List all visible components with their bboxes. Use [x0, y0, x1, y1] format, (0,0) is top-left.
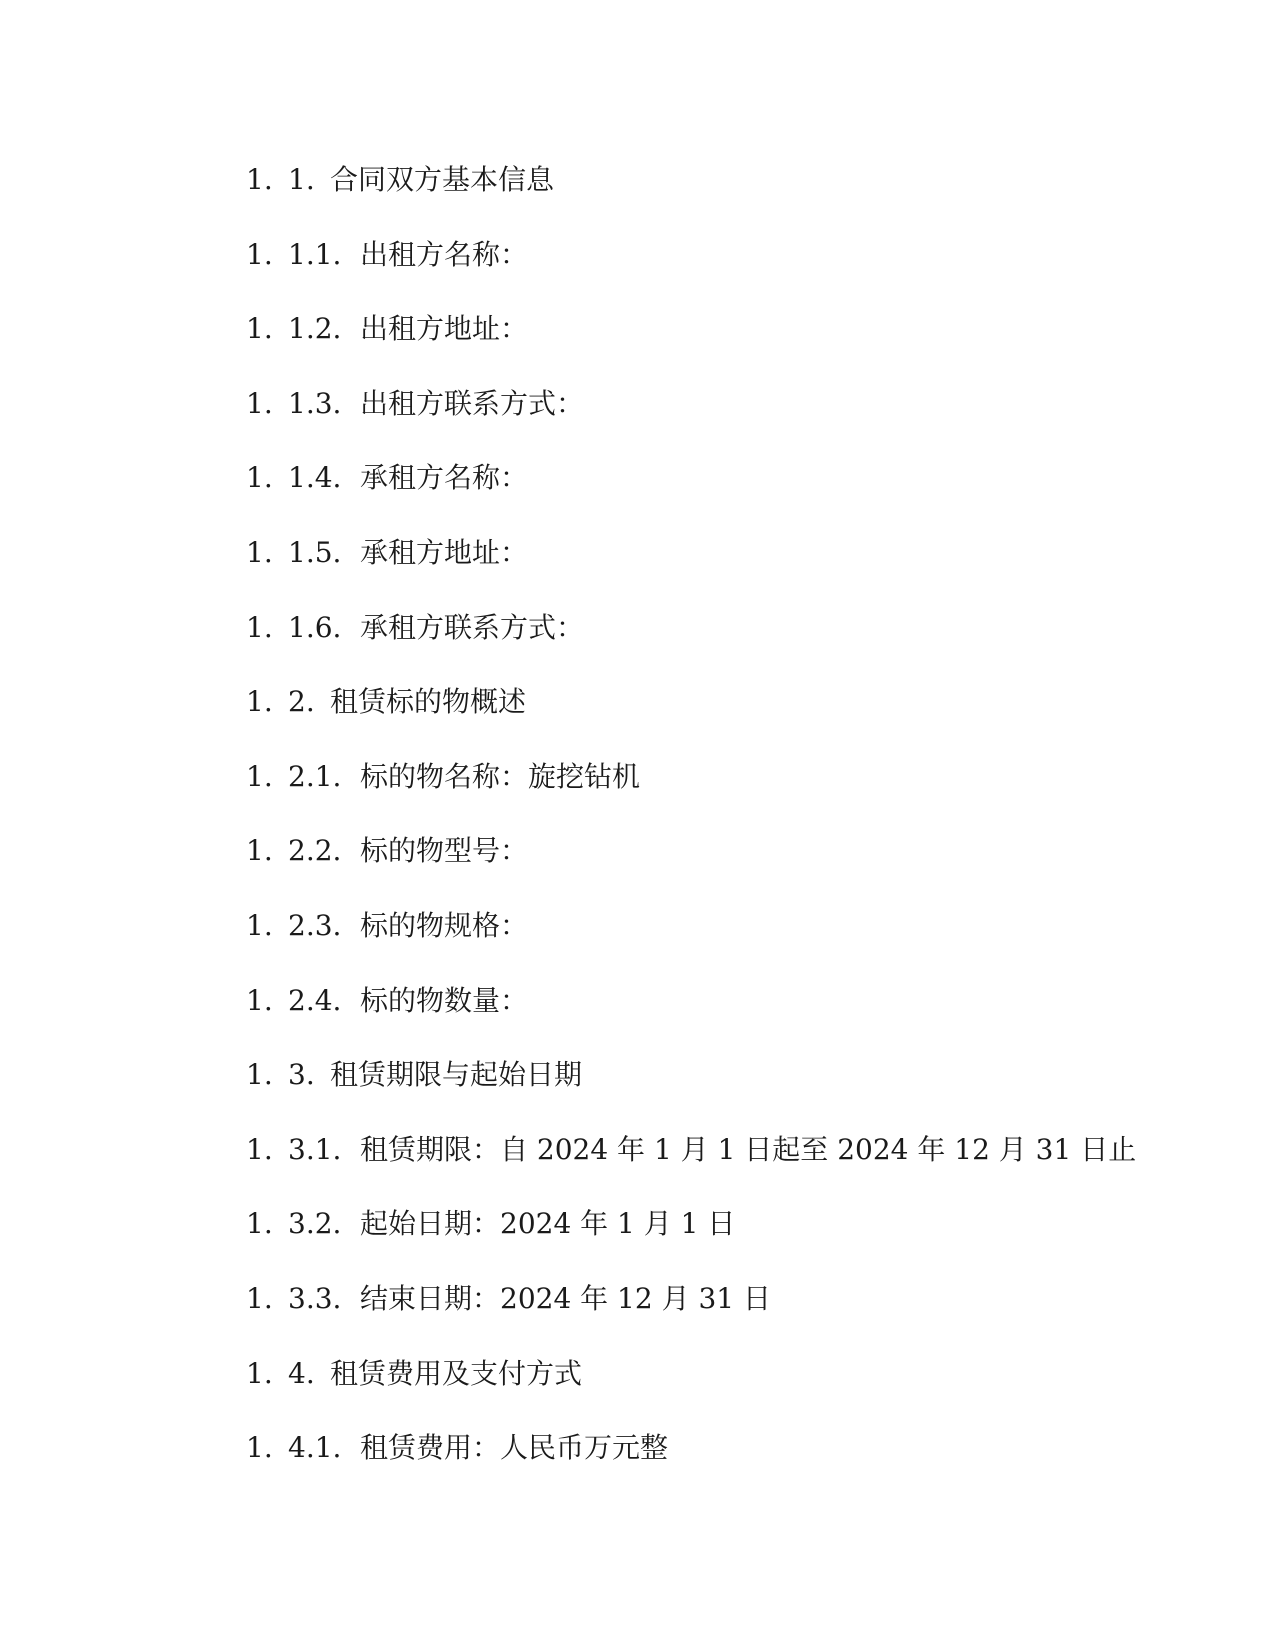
list-number: 1. — [246, 237, 273, 271]
list-item — [246, 906, 1206, 981]
list-number: 1. — [246, 610, 273, 644]
list-number: 1.4. — [288, 461, 342, 495]
list-item — [246, 235, 1206, 310]
heading-text: 租赁费用及支付方式 — [330, 1356, 583, 1390]
item-text: 标的物型号： — [360, 834, 529, 868]
list-number: 3. — [288, 1058, 315, 1092]
list-number: 3.2. — [288, 1207, 342, 1241]
heading-text: 租赁期限与起始日期 — [330, 1058, 583, 1092]
list-number: 1.1. — [288, 237, 342, 271]
item-text: 标的物数量： — [360, 983, 529, 1017]
item-text: 标的物规格： — [360, 908, 529, 942]
item-text: 承租方联系方式： — [360, 610, 585, 644]
list-item — [246, 831, 1206, 906]
list-number: 1. — [246, 1132, 273, 1166]
list-number: 1. — [246, 1431, 273, 1465]
list-number: 4.1. — [288, 1431, 342, 1465]
heading-text: 合同双方基本信息 — [330, 163, 555, 196]
list-item — [246, 608, 1206, 683]
list-number: 1.5. — [288, 535, 342, 569]
list-number: 2.2. — [288, 834, 342, 868]
item-text: 起始日期：2024 年 1 月 1 日 — [360, 1207, 736, 1241]
list-number: 3.1. — [288, 1132, 342, 1166]
item-text: 出租方名称： — [360, 237, 529, 271]
list-item — [246, 1428, 1206, 1503]
list-number: 1. — [246, 535, 273, 569]
outline-list — [246, 160, 1206, 1503]
list-number: 1. — [246, 685, 273, 719]
item-text: 标的物名称：旋挖钻机 — [360, 759, 641, 793]
list-number: 1. — [246, 1281, 273, 1315]
list-number: 1. — [246, 759, 273, 793]
item-text: 租赁期限：自 2024 年 1 月 1 日起至 2024 年 12 月 31 日止 — [360, 1132, 1137, 1166]
item-text: 结束日期：2024 年 12 月 31 日 — [360, 1281, 772, 1315]
list-number: 1. — [246, 386, 273, 420]
list-item — [246, 309, 1206, 384]
list-number: 3.3. — [288, 1281, 342, 1315]
list-item — [246, 1279, 1206, 1354]
list-number: 1. — [246, 1058, 273, 1092]
list-number: 1. — [246, 1356, 273, 1390]
heading-lease-term — [246, 1055, 1206, 1130]
item-text: 出租方联系方式： — [360, 386, 585, 420]
list-number: 1. — [246, 163, 273, 196]
list-number: 1. — [246, 312, 273, 346]
list-item — [246, 384, 1206, 459]
list-number: 1. — [288, 163, 315, 196]
list-item — [246, 458, 1206, 533]
item-text: 出租方地址： — [360, 312, 529, 346]
item-text: 承租方名称： — [360, 461, 529, 495]
heading-contract-parties — [246, 160, 1206, 235]
heading-lease-fees — [246, 1354, 1206, 1429]
list-item — [246, 981, 1206, 1056]
list-number: 4. — [288, 1356, 315, 1390]
item-text: 租赁费用：人民币万元整 — [360, 1431, 669, 1465]
list-number: 1. — [246, 983, 273, 1017]
list-item — [246, 533, 1206, 608]
list-number: 2.4. — [288, 983, 342, 1017]
list-item — [246, 1204, 1206, 1279]
list-number: 1.6. — [288, 610, 342, 644]
list-item — [246, 757, 1206, 832]
list-item — [246, 1130, 1206, 1205]
list-number: 2.1. — [288, 759, 342, 793]
list-number: 1.2. — [288, 312, 342, 346]
list-number: 1. — [246, 1207, 273, 1241]
list-number: 1. — [246, 834, 273, 868]
list-number: 2.3. — [288, 908, 342, 942]
list-number: 1. — [246, 908, 273, 942]
list-number: 2. — [288, 685, 315, 719]
list-number: 1. — [246, 461, 273, 495]
heading-text: 租赁标的物概述 — [330, 685, 527, 719]
list-number: 1.3. — [288, 386, 342, 420]
heading-lease-object — [246, 682, 1206, 757]
item-text: 承租方地址： — [360, 535, 529, 569]
